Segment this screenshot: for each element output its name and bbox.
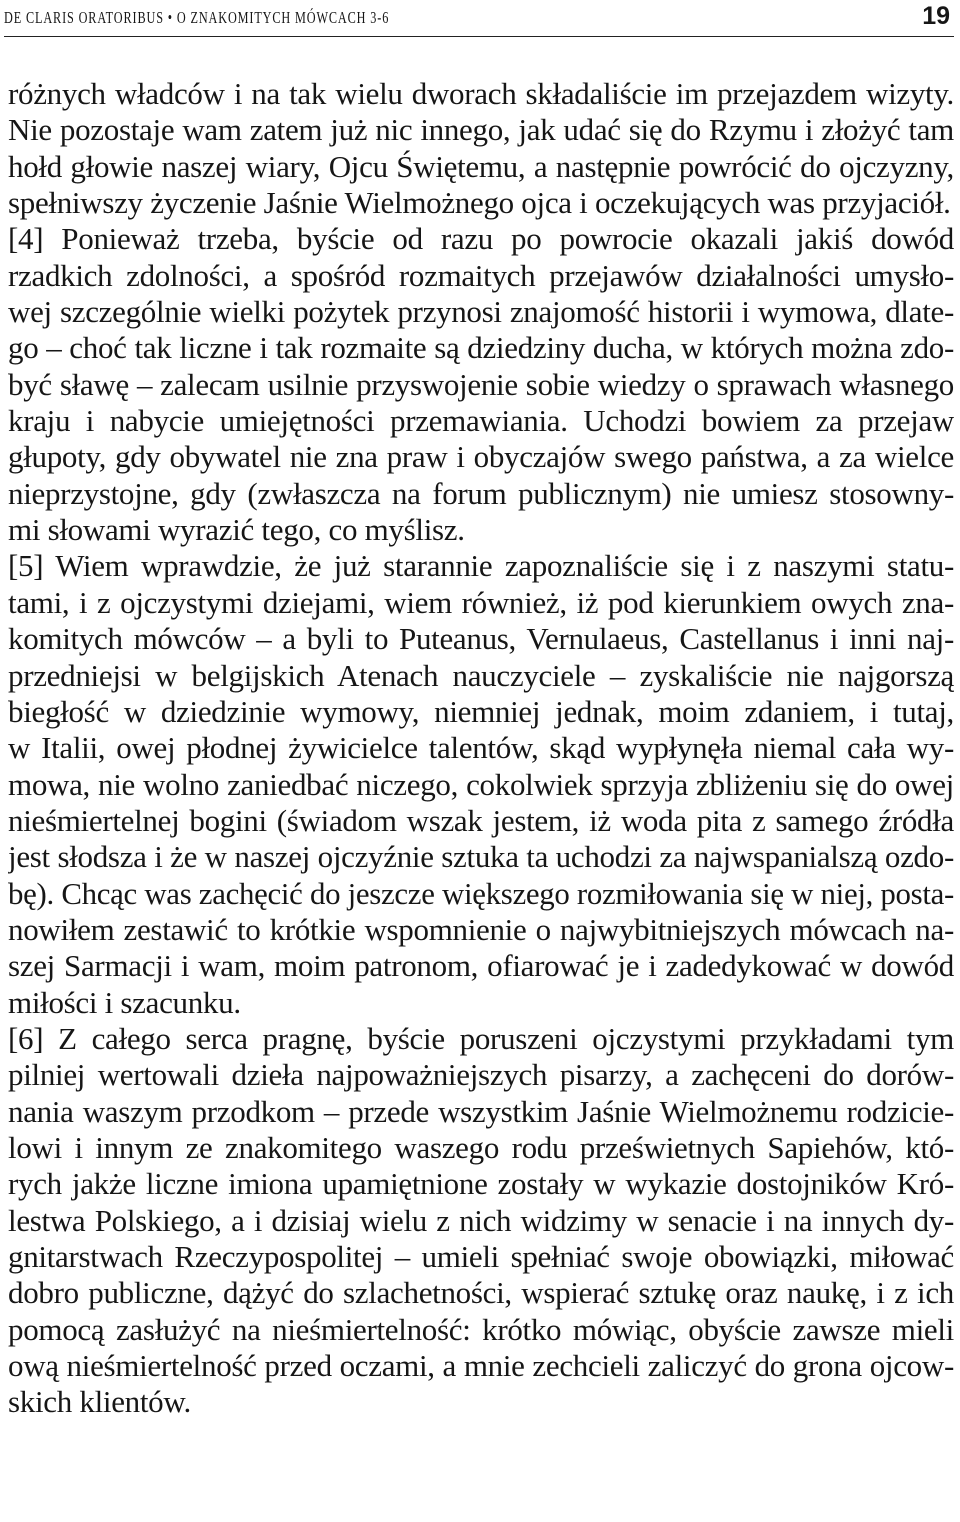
text-line: go – choć tak liczne i tak rozmaite są dziedziny ducha, w których można zdo-	[8, 330, 954, 366]
running-title: DE CLARIS ORATORIBUS • O ZNAKOMITYCH MÓWCACH 3-6	[4, 8, 390, 27]
text-line: szej Sarmacji i wam, moim patronom, ofiarować je i zadedykować w dowód	[8, 948, 954, 984]
text-line: nieprzystojne, gdy (zwłaszcza na forum publicznym) nie umiesz stosowny-	[8, 475, 954, 511]
text-line: komitych mówców – a byli to Puteanus, Vernulaeus, Castellanus i inni naj-	[8, 621, 954, 657]
text-line: [6] Z całego serca pragnę, byście poruszeni ojczystymi przykładami tym	[8, 1020, 954, 1056]
text-line: tami, i z ojczystymi dziejami, wiem również, iż pod kierunkiem owych zna-	[8, 584, 954, 620]
page-header	[4, 2, 954, 37]
text-line: bę). Chcąc was zachęcić do jeszcze większego rozmiłowania się w niej, posta-	[8, 875, 955, 911]
text-line: dobro publiczne, dążyć do szlachetności, wspierać sztukę oraz naukę, i z ich	[8, 1275, 954, 1311]
text-line: gnitarstwach Rzeczypospolitej – umieli spełniać swoje obowiązki, miłować	[8, 1239, 954, 1274]
text-line: przedniejsi w belgijskich Atenach nauczyciele – zyskaliście nie najgorszą	[8, 657, 954, 693]
text-line: nowiłem zestawić to krótkie wspomnienie o najwybitniejszych mówcach na-	[8, 911, 954, 947]
text-line: spełniwszy życzenie Jaśnie Wielmożnego ojca i oczekujących was przyjaciół.	[8, 185, 951, 221]
text-line: ową nieśmiertelność przed oczami, a mnie zechcieli zaliczyć do grona ojcow-	[8, 1348, 954, 1384]
text-line: pomocą zasłużyć na nieśmiertelność: krótko mówiąc, obyście zawsze mieli	[8, 1311, 954, 1347]
body-text	[8, 76, 954, 1421]
text-line: [4] Ponieważ trzeba, byście od razu po powrocie okazali jakiś dowód	[8, 221, 954, 257]
text-line: lowi i innym ze znakomitego waszego rodu prześwietnych Sapiehów, któ-	[8, 1129, 954, 1165]
text-line: biegłość w dziedzinie wymowy, niemniej jednak, moim zdaniem, i tutaj,	[8, 693, 954, 729]
text-line: skich klientów.	[8, 1384, 191, 1420]
text-line: pilniej wertowali dzieła najpoważniejszych pisarzy, a zachęceni do dorów-	[8, 1057, 954, 1093]
text-line: być sławę – zalecam usilnie przyswojenie sobie wiedzy o sprawach własnego	[8, 366, 954, 402]
page-number: 19	[922, 2, 950, 30]
text-line: różnych władców i na tak wielu dworach składaliście im przejazdem wizyty.	[8, 76, 954, 111]
text-line: mowa, nie wolno zaniedbać niczego, cokolwiek sprzyja zbliżeniu się do owej	[8, 766, 954, 802]
text-line: nania waszym przodkom – przede wszystkim Jaśnie Wielmożnemu rodzicie-	[8, 1093, 954, 1129]
text-line: głupoty, gdy obywatel nie zna praw i obyczajów swego państwa, a za wielce	[8, 439, 954, 475]
text-line: rzadkich zdolności, a spośród rozmaitych przejawów działalności umysło-	[8, 257, 954, 293]
text-line: kraju i nabycie umiejętności przemawiania. Uchodzi bowiem za przejaw	[8, 403, 954, 439]
text-line: rych jakże liczne imiona upamiętnione zostały w wykazie dostojników Kró-	[8, 1166, 954, 1202]
text-line: [5] Wiem wprawdzie, że już starannie zapoznaliście się i z naszymi statu-	[8, 548, 954, 584]
text-line: lestwa Polskiego, a i dzisiaj wielu z nich widzimy w senacie i na innych dy-	[8, 1202, 954, 1238]
text-line: mi słowami wyrazić tego, co myślisz.	[8, 512, 465, 548]
text-line: nieśmiertelnej bogini (świadom wszak jestem, iż woda pita z samego źródła	[8, 802, 954, 838]
text-line: wej szczególnie wielki pożytek przynosi znajomość historii i wymowa, dlate-	[8, 294, 954, 330]
text-line: jest słodsza i że w naszej ojczyźnie sztuka ta uchodzi za najwspanialszą ozdo-	[8, 839, 954, 875]
text-line: miłości i szacunku.	[8, 984, 241, 1020]
text-line: Nie pozostaje wam zatem już nic innego, jak udać się do Rzymu i złożyć tam	[8, 112, 954, 148]
text-line: hołd głowie naszej wiary, Ojcu Świętemu, a następnie powrócić do ojczyzny,	[8, 148, 954, 184]
text-line: w Italii, owej płodnej żywicielce talentów, skąd wypłynęła niemal cała wy-	[8, 730, 954, 766]
